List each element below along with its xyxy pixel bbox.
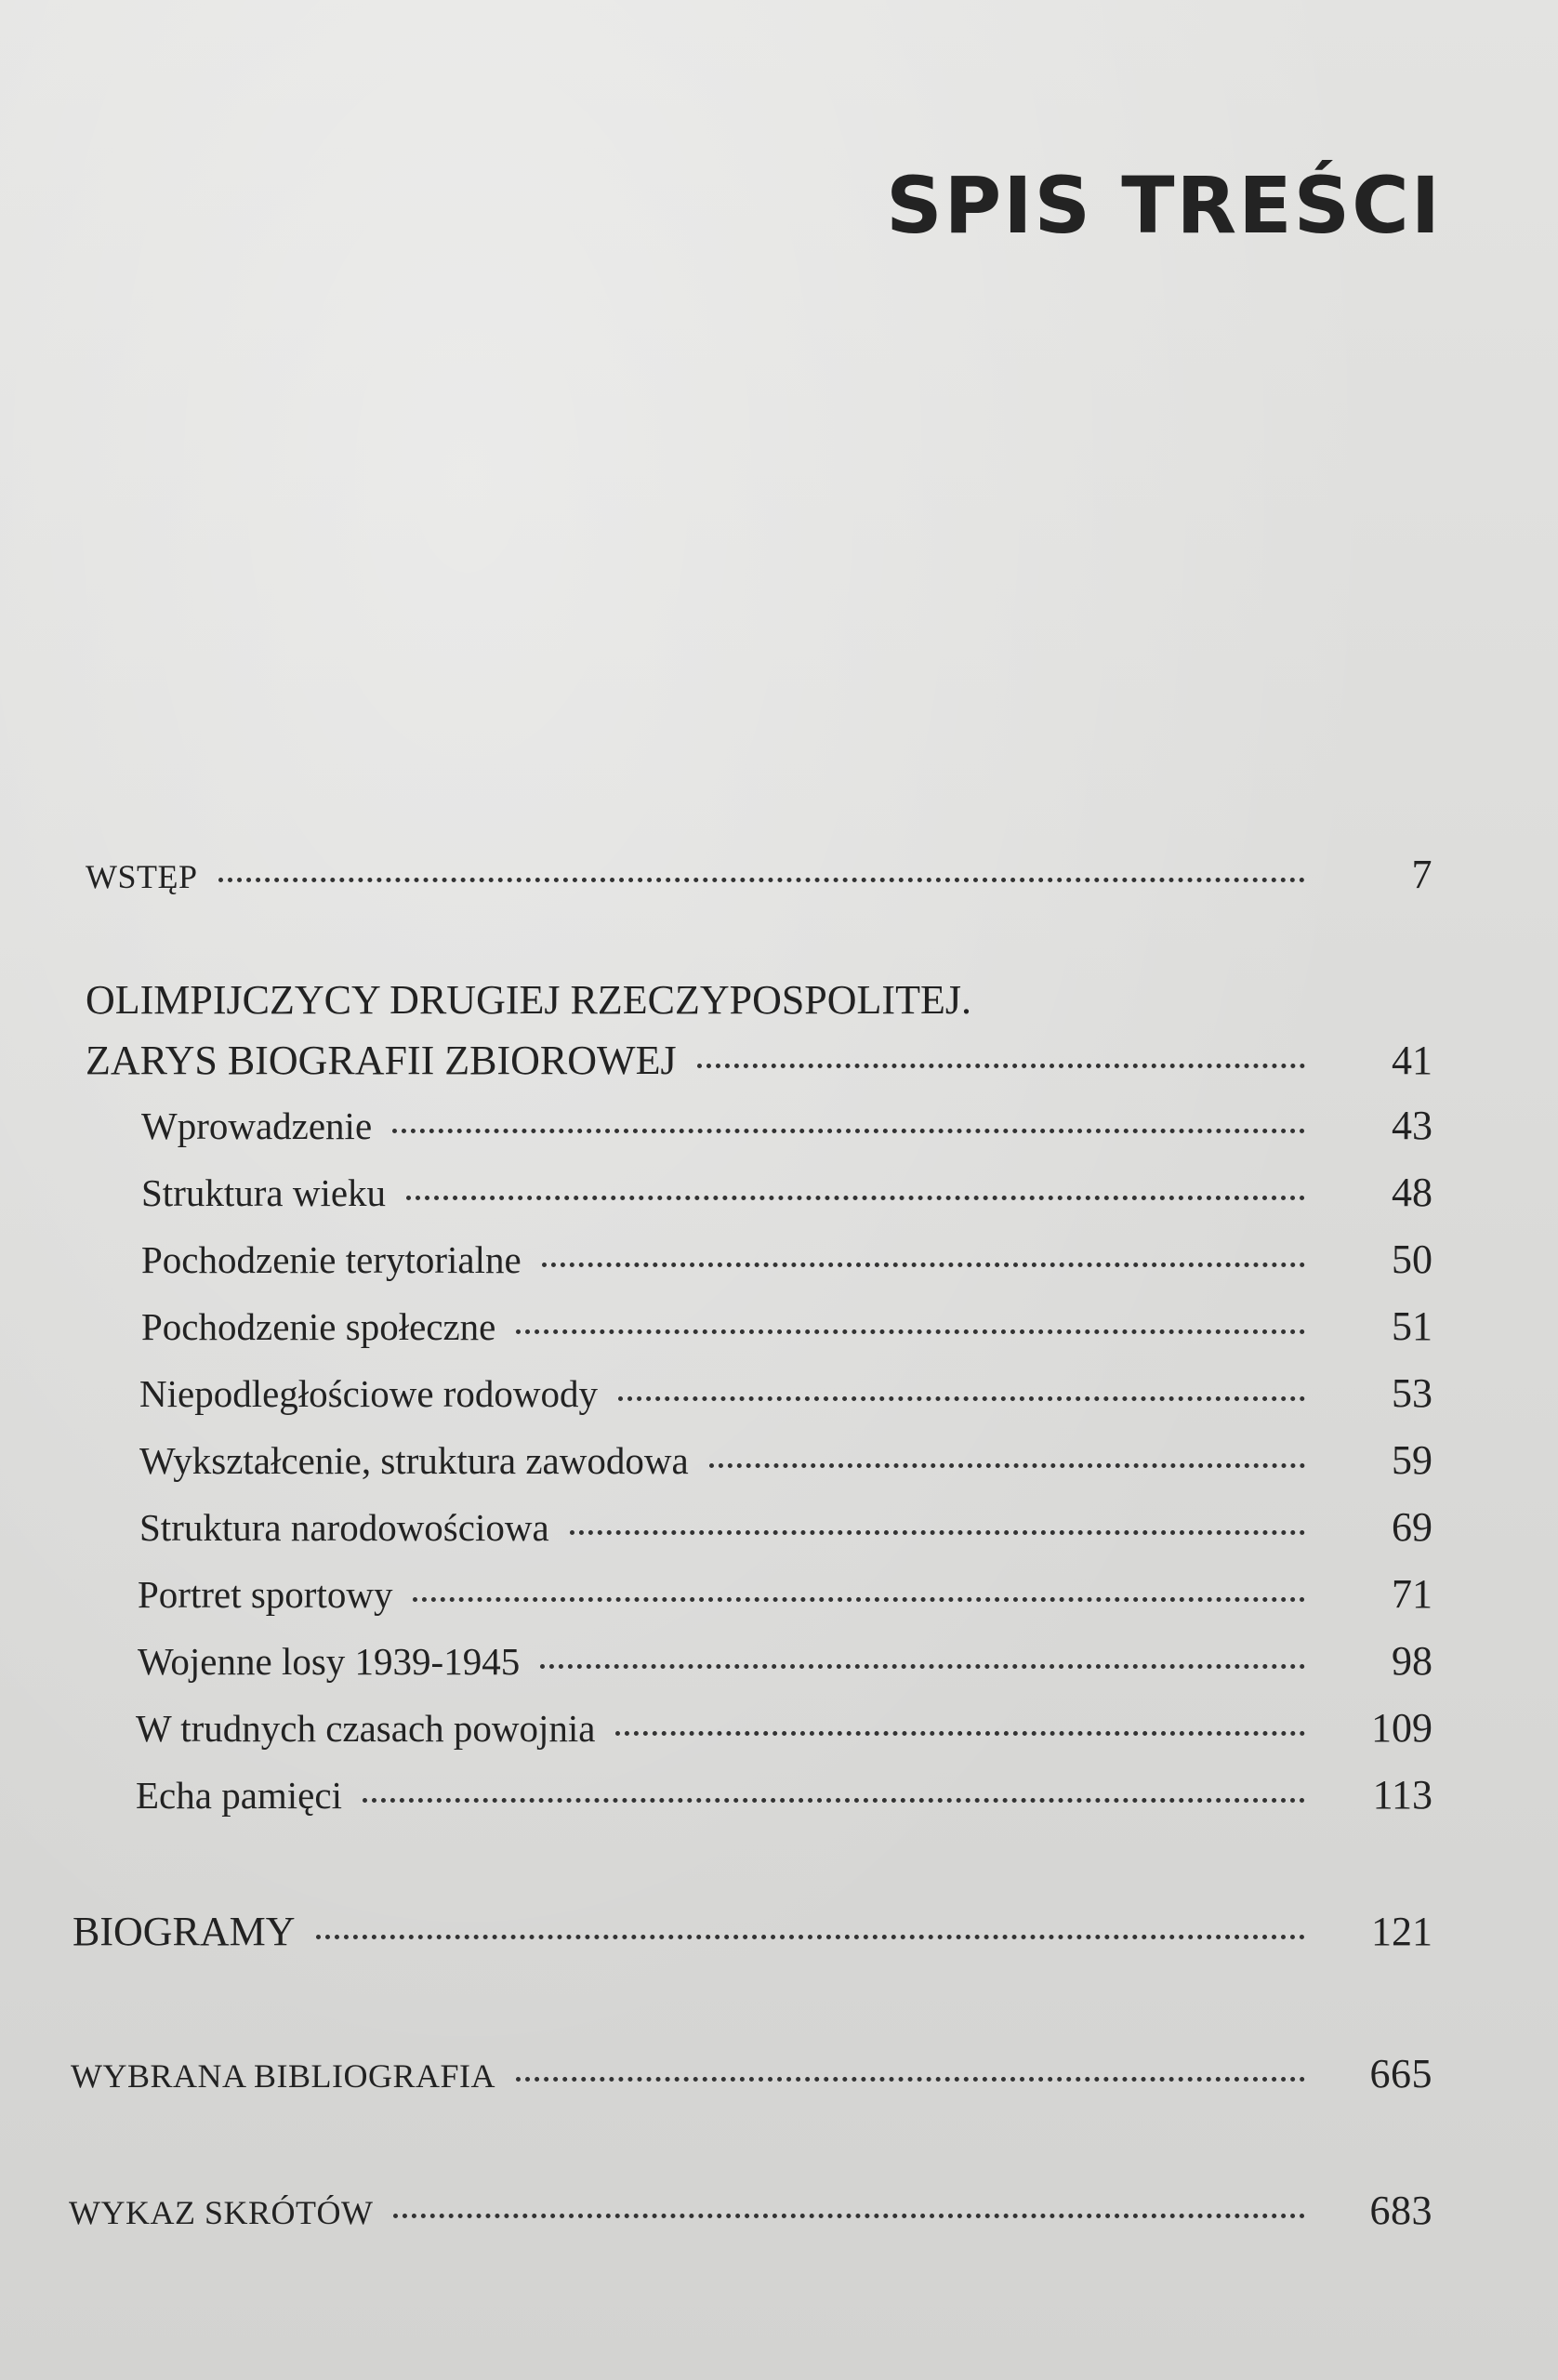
dot-leader <box>615 1731 1305 1736</box>
dot-leader <box>618 1396 1305 1401</box>
toc-entry-page: 50 <box>1392 1236 1433 1282</box>
toc-section-wyksztalcenie[interactable] <box>139 1436 1433 1484</box>
dot-leader <box>218 878 1305 882</box>
toc-entry-page: 121 <box>1371 1909 1433 1954</box>
toc-chapter-title-line1: OLIMPIJCZYCY DRUGIEJ RZECZYPOSPOLITEJ. <box>86 977 971 1023</box>
toc-entry-wstep[interactable] <box>86 851 1433 898</box>
toc-entry-label: WYBRANA BIBLIOGRAFIA <box>71 2057 496 2095</box>
dot-leader <box>709 1463 1305 1468</box>
toc-section-struktura-wieku[interactable] <box>141 1169 1433 1216</box>
toc-entry-label: Niepodległościowe rodowody <box>139 1372 599 1415</box>
toc-entry-page: 71 <box>1392 1571 1433 1617</box>
toc-entry-chapter1[interactable] <box>86 1037 1433 1084</box>
toc-entry-page: 665 <box>1369 2051 1433 2096</box>
dot-leader <box>516 1329 1305 1334</box>
dot-leader <box>570 1530 1305 1535</box>
toc-entry-page: 69 <box>1392 1504 1433 1550</box>
toc-entry-label: Wojenne losy 1939-1945 <box>138 1640 521 1683</box>
toc-entry-label: Portret sportowy <box>138 1573 393 1616</box>
dot-leader <box>697 1064 1305 1068</box>
dot-leader <box>363 1798 1305 1803</box>
toc-entry-page: 109 <box>1371 1705 1433 1751</box>
toc-entry-page: 113 <box>1372 1772 1433 1818</box>
toc-entry-page: 59 <box>1392 1437 1433 1483</box>
toc-section-portret-sportowy[interactable] <box>138 1570 1433 1618</box>
toc-entry-page: 98 <box>1392 1638 1433 1684</box>
dot-leader <box>540 1664 1305 1669</box>
toc-entry-label: BIOGRAMY <box>73 1909 296 1954</box>
toc-entry-label: ZARYS BIOGRAFII ZBIOROWEJ <box>86 1038 677 1083</box>
toc-entry-label: Echa pamięci <box>136 1774 342 1817</box>
toc-entry-page: 683 <box>1369 2188 1433 2233</box>
toc-entry-page: 48 <box>1392 1170 1433 1215</box>
toc-entry-label: WYKAZ SKRÓTÓW <box>69 2194 374 2231</box>
toc-entry-page: 53 <box>1392 1370 1433 1416</box>
dot-leader <box>413 1597 1305 1602</box>
toc-entry-label: W trudnych czasach powojnia <box>136 1707 596 1750</box>
dot-leader <box>542 1263 1305 1267</box>
toc-entry-label: Pochodzenie społeczne <box>141 1305 496 1348</box>
toc-entry-skroty[interactable] <box>69 2187 1433 2234</box>
page-title: SPIS TREŚCI <box>886 160 1442 251</box>
dot-leader <box>516 2077 1305 2082</box>
toc-entry-label: WSTĘP <box>86 858 198 895</box>
toc-section-niepodleglosciowe-rodowody[interactable] <box>139 1369 1433 1417</box>
toc-entry-label: Pochodzenie terytorialne <box>141 1238 522 1281</box>
toc-entry-label: Struktura narodowościowa <box>139 1506 549 1549</box>
toc-section-wojenne-losy[interactable] <box>138 1637 1433 1685</box>
toc-section-wprowadzenie[interactable] <box>141 1102 1433 1149</box>
dot-leader <box>393 2214 1305 2218</box>
toc-entry-page: 43 <box>1392 1103 1433 1148</box>
toc-section-pochodzenie-spoleczne[interactable] <box>141 1302 1433 1350</box>
dot-leader <box>392 1129 1305 1133</box>
toc-section-pochodzenie-terytorialne[interactable] <box>141 1236 1433 1283</box>
toc-entry-page: 41 <box>1392 1038 1433 1083</box>
toc-entry-page: 51 <box>1392 1303 1433 1349</box>
toc-section-struktura-narodowosciowa[interactable] <box>139 1503 1433 1551</box>
toc-entry-biogramy[interactable] <box>73 1908 1433 1955</box>
toc-section-trudne-czasy[interactable] <box>136 1704 1433 1752</box>
toc-entry-bibliografia[interactable] <box>71 2050 1433 2097</box>
toc-entry-label: Wprowadzenie <box>141 1104 373 1147</box>
toc-entry-label: Struktura wieku <box>141 1171 387 1214</box>
toc-entry-label: Wykształcenie, struktura zawodowa <box>139 1439 689 1482</box>
toc-section-echa-pamieci[interactable] <box>136 1771 1433 1818</box>
dot-leader <box>316 1935 1305 1939</box>
toc-entry-page: 7 <box>1411 852 1433 897</box>
dot-leader <box>406 1196 1305 1200</box>
